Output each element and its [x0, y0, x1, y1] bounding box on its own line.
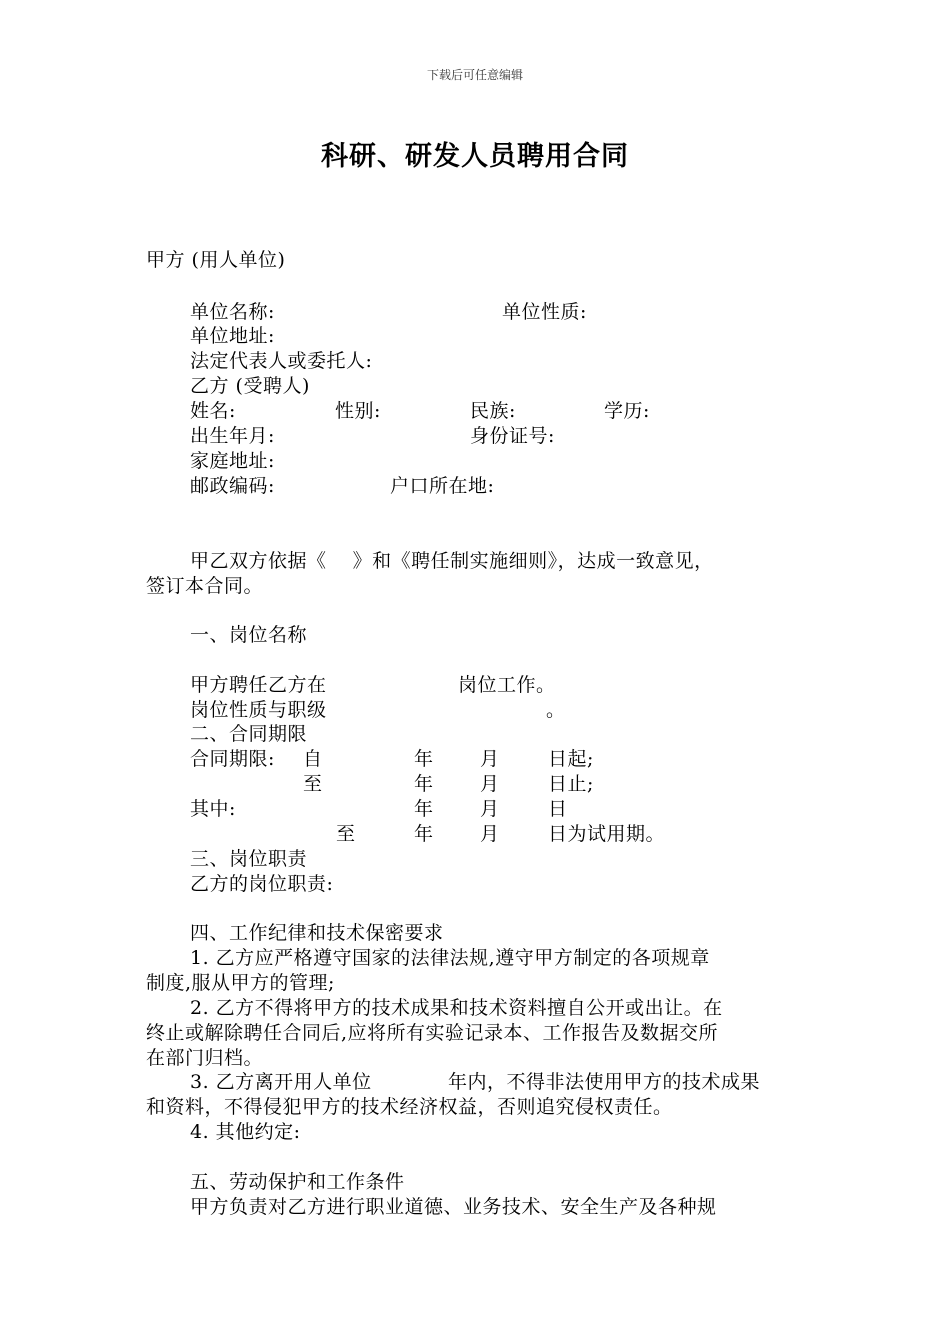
term-from: 自 — [303, 748, 323, 770]
s5-line1: 甲方负责对乙方进行职业道德、业务技术、安全生产及各种规 — [190, 1196, 717, 1218]
s4-p3-line1a: 3. 乙方离开用人单位 — [190, 1071, 372, 1093]
s4-p4: 4. 其他约定: — [190, 1121, 301, 1143]
hire-text: 甲方聘任乙方在 — [190, 674, 327, 696]
party-b-heading: 乙方 (受聘人) — [190, 375, 310, 397]
section-2-heading: 二、合同期限 — [190, 723, 308, 745]
postcode-label: 邮政编码: — [190, 475, 275, 497]
legal-rep-label: 法定代表人或委托人: — [190, 350, 373, 372]
gender-label: 性别: — [335, 400, 381, 422]
section-5-heading: 五、劳动保护和工作条件 — [190, 1171, 405, 1193]
term-day-end: 日止; — [548, 773, 594, 795]
party-a-heading: 甲方 (用人单位) — [146, 249, 286, 271]
probation-to: 至 — [336, 823, 356, 845]
intro-line-1: 甲乙双方依据《 》和《聘任制实施细则》，达成一致意见， — [190, 550, 714, 572]
s4-p3-line1b: 年内，不得非法使用甲方的技术成果 — [448, 1071, 761, 1093]
hukou-label: 户口所在地: — [390, 475, 495, 497]
duty-label: 乙方的岗位职责: — [190, 873, 334, 895]
s4-p2-line3: 在部门归档。 — [146, 1047, 264, 1069]
s4-p3-line2: 和资料，不得侵犯甲方的技术经济权益，否则追究侵权责任。 — [146, 1096, 673, 1118]
s4-p2-line1: 2. 乙方不得将甲方的技术成果和技术资料擅自公开或出让。在 — [190, 997, 723, 1019]
term-month-2: 月 — [480, 773, 500, 795]
among-label: 其中: — [190, 798, 236, 820]
probation-day-2: 日为试用期。 — [548, 823, 666, 845]
document-title: 科研、研发人员聘用合同 — [321, 141, 629, 172]
term-year-1: 年 — [414, 748, 434, 770]
unit-name-label: 单位名称: — [190, 301, 275, 323]
s4-p1-line1: 1. 乙方应严格遵守国家的法律法规,遵守甲方制定的各项规章 — [190, 947, 710, 969]
s4-p2-line2: 终止或解除聘任合同后,应将所有实验记录本、工作报告及数据交所 — [146, 1022, 719, 1044]
section-1-heading: 一、岗位名称 — [190, 624, 308, 646]
probation-year-1: 年 — [414, 798, 434, 820]
section-4-heading: 四、工作纪律和技术保密要求 — [190, 922, 444, 944]
s4-p1-line2: 制度,服从甲方的管理; — [146, 972, 335, 994]
probation-month-1: 月 — [480, 798, 500, 820]
section-3-heading: 三、岗位职责 — [190, 848, 308, 870]
term-year-2: 年 — [414, 773, 434, 795]
term-to: 至 — [303, 773, 323, 795]
post-nature-text: 岗位性质与职级 — [190, 699, 327, 721]
unit-address-label: 单位地址: — [190, 325, 275, 347]
term-label: 合同期限: — [190, 748, 275, 770]
post-nature-end: 。 — [546, 699, 566, 721]
intro-line-2: 签订本合同。 — [146, 575, 264, 597]
probation-month-2: 月 — [480, 823, 500, 845]
term-day-start: 日起; — [548, 748, 594, 770]
probation-year-2: 年 — [414, 823, 434, 845]
term-month-1: 月 — [480, 748, 500, 770]
home-address-label: 家庭地址: — [190, 450, 275, 472]
ethnicity-label: 民族: — [470, 400, 516, 422]
id-number-label: 身份证号: — [470, 425, 555, 447]
probation-day-1: 日 — [548, 798, 568, 820]
birth-label: 出生年月: — [190, 425, 275, 447]
name-label: 姓名: — [190, 400, 236, 422]
education-label: 学历: — [604, 400, 650, 422]
unit-nature-label: 单位性质: — [502, 301, 587, 323]
header-note: 下载后可任意编辑 — [426, 68, 523, 82]
hire-post-text: 岗位工作。 — [458, 674, 556, 696]
